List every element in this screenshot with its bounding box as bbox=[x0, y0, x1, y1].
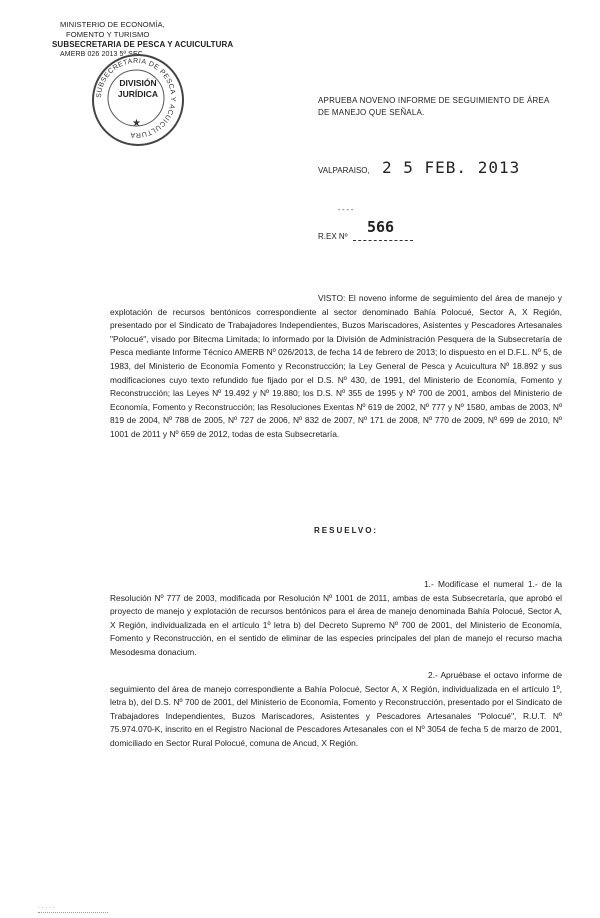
visto-paragraph: VISTO: El noveno informe de seguimiento del área de manejo y explotación de recursos bentónicos correspondiente al sector denominado Bahía Polocué, Sector A, X Región, presentado por el Sindicato de Trabajadores Independientes, Buzos Mariscadores, Asistentes y Pescadores Artesanales "Polocué", visado por Bitecma Limitada; lo informado por la División de Administración Pesquera de la Subsecretaría de Pesca mediante Informe Técnico AMERB Nº 026/2013, de fecha 14 de febrero de 2013; lo dispuesto en el D.F.L. Nº 5, de 1983, del Ministerio de Economía Fomento y Reconstrucción; la Ley General de Pesca y Acuicultura Nº 18.892 y sus modificaciones cuyo texto refundido fue fijado por el D.S. Nº 430, de 1991, del Ministerio de Economía, Fomento y Reconstrucción; las Leyes Nº 19.492 y Nº 19.880; los D.S. Nº 355 de 1995 y Nº 700 de 2001, ambos del Ministerio de Economía, Fomento y Reconstrucción; las Resoluciones Exentas Nº 619 de 2002, Nº 777 y Nº 1580, ambas de 2003, Nº 819 de 2004, Nº 788 de 2005, Nº 727 de 2006, Nº 832 de 2007, Nº 171 de 2008, Nº 770 de 2009, Nº 699 de 2010, Nº 1001 de 2011 y Nº 659 de 2012, todas de esta Subsecretaría. bbox=[110, 293, 562, 439]
resolution-item-1: 1.- Modifícase el numeral 1.- de la Resolución Nº 777 de 2003, modificada por Resolución Nº 1001 de 2011, ambas de esta Subsecretaría, que aprobó el proyecto de manejo y explotación de recursos bentónicos para el área de manejo denominada Bahía Polocué, Sector A, X Región, individualizada en el artículo 1º letra b) del Decreto Supremo Nº 700 de 2001, del Ministerio de Economía, Fomento y Reconstrucción, en el sentido de eliminar de las especies principales del plan de manejo el recurso macha Mesodesma donacium. bbox=[110, 579, 562, 657]
letterhead-subsecretaria: SUBSECRETARIA DE PESCA Y ACUICULTURA bbox=[52, 40, 234, 49]
resolution-number-line bbox=[353, 240, 413, 241]
resolution-label: R.EX Nº bbox=[318, 232, 348, 241]
dash-marks: - - - - bbox=[338, 207, 354, 214]
resuelvo-heading: RESUELVO: bbox=[314, 526, 379, 535]
resolution-title: APRUEBA NOVENO INFORME DE SEGUIMIENTO DE ÁREA DE MANEJO QUE SEÑALA. bbox=[318, 96, 550, 117]
footer-mark: · · · · · bbox=[38, 905, 55, 911]
letterhead-ministry-2: FOMENTO Y TURISMO bbox=[66, 30, 150, 39]
resolution-item-2: 2.- Apruébase el octavo informe de seguimiento del área de manejo correspondiente a Bahía Polocué, Sector A, X Región, individualizada en el artículo 1º, letra b), del D.S. Nº 700 de 2001, del Ministerio de Economía, Fomento y Reconstrucción, presentado por el Sindicato de Trabajadores Independientes, Buzos Mariscadores, Asistentes y Pescadores Artesanales "Polocué", R.U.T. Nº 75.974.070-K, inscrito en el Registro Nacional de Pescadores Artesanales con el Nº 3054 de fecha 5 de marzo de 2001, domiciliado en Sector Rural Polocué, comuna de Ancud, X Región. bbox=[110, 670, 562, 748]
stamp-star-icon: ★ bbox=[132, 118, 141, 129]
resolution-number: 566 bbox=[367, 218, 395, 236]
place: VALPARAISO, bbox=[318, 166, 370, 175]
stamp-line-1: DIVISIÓN bbox=[119, 78, 157, 88]
letterhead-ministry: MINISTERIO DE ECONOMÍA, bbox=[60, 20, 165, 29]
letterhead-reference: AMERB 026 2013 5º SEC bbox=[60, 51, 143, 58]
stamp-center-text bbox=[109, 78, 167, 100]
stamp-ring-text: SUBSECRETARIA DE PESCA Y ACUICULTURA bbox=[95, 57, 177, 139]
stamp-line-2: JURÍDICA bbox=[117, 89, 159, 99]
date-stamp: 2 5 FEB. 2013 bbox=[382, 158, 521, 177]
division-juridica-stamp bbox=[92, 54, 184, 146]
footer-line bbox=[38, 912, 108, 913]
